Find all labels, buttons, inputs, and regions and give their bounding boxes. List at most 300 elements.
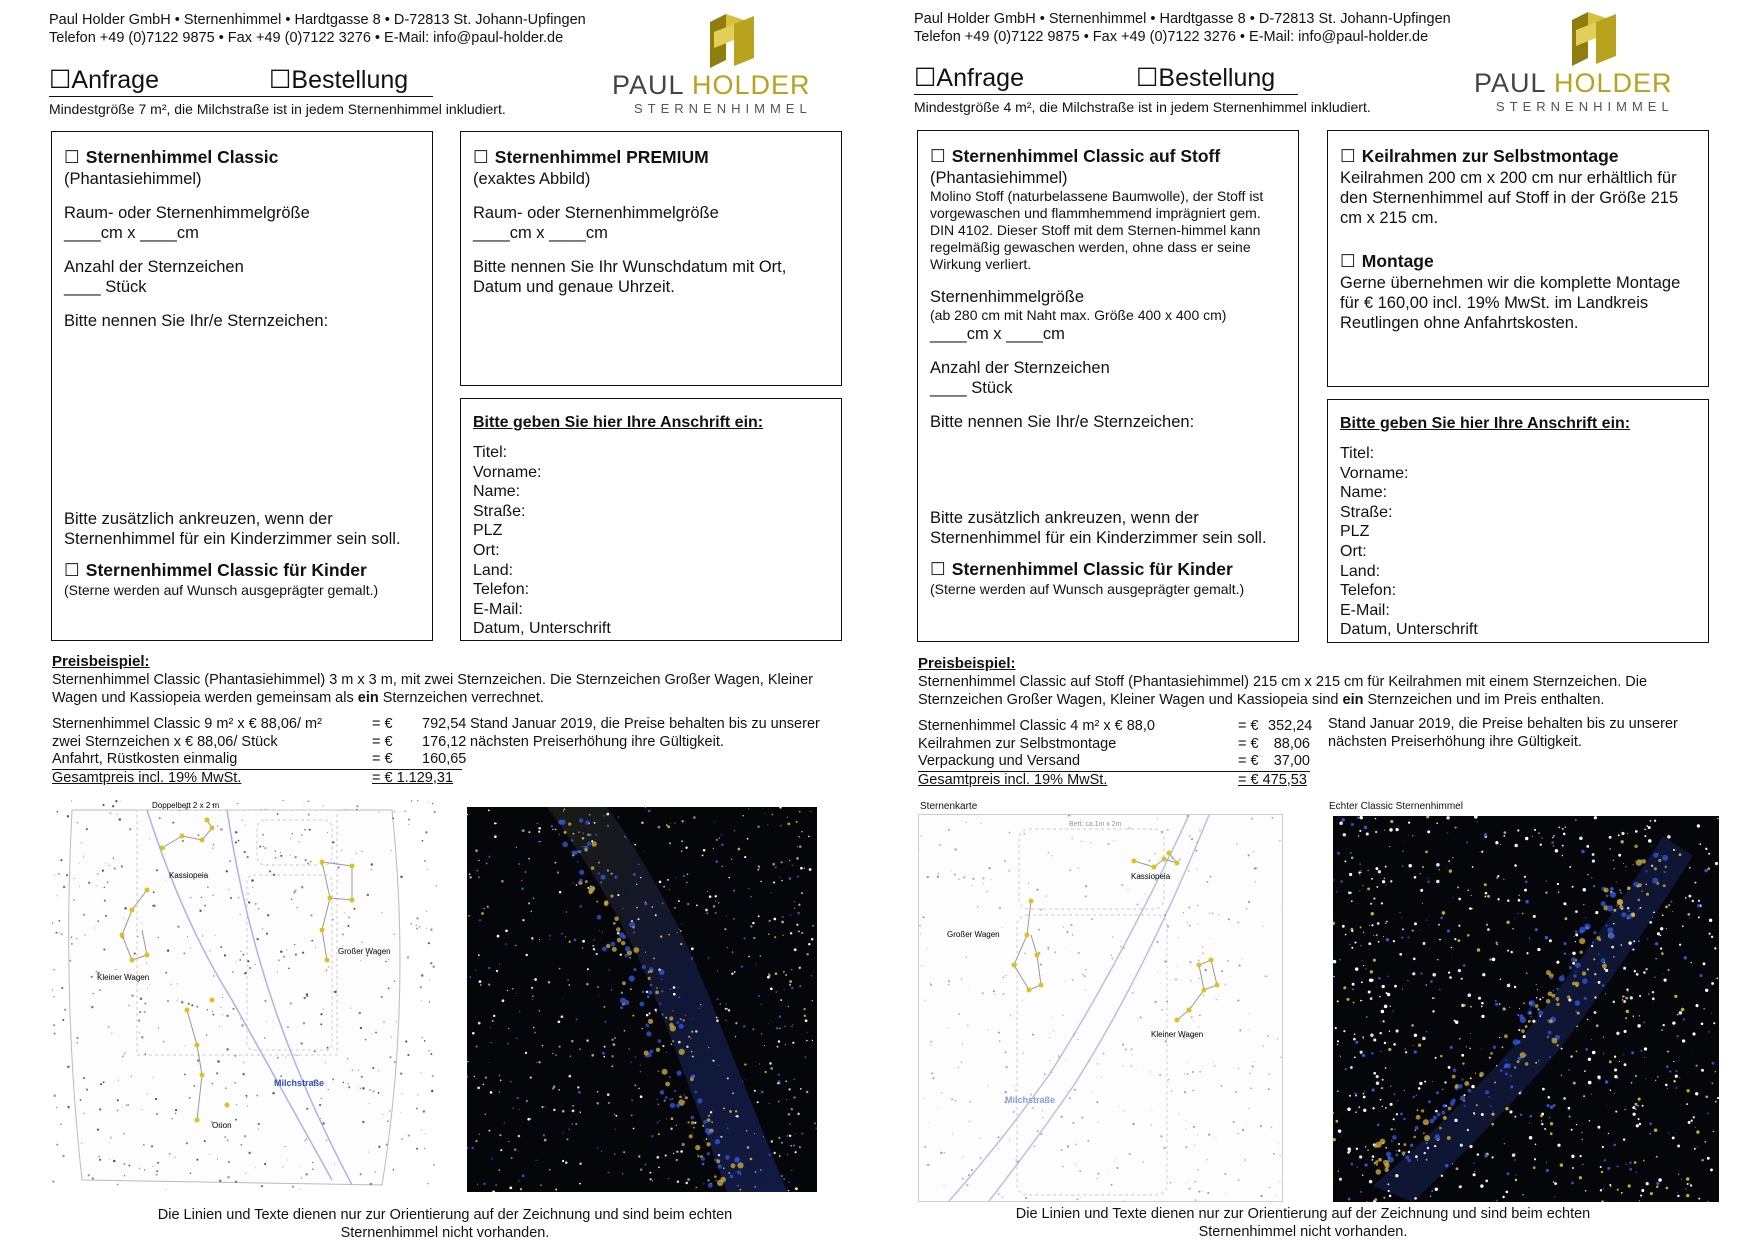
- star-dot: [1716, 977, 1718, 979]
- star-dot: [323, 805, 324, 806]
- star-dot: [816, 939, 817, 940]
- address-field-title[interactable]: Titel:: [1340, 444, 1696, 464]
- star-dot: [1271, 1127, 1273, 1129]
- star-dot: [123, 1054, 124, 1055]
- milkyway-cluster: [621, 941, 625, 945]
- star-dot: [205, 910, 206, 911]
- star-dot: [425, 831, 427, 833]
- star-dot: [788, 1113, 790, 1115]
- address-field-zip[interactable]: PLZ: [1340, 522, 1696, 542]
- star-dot: [304, 997, 306, 999]
- star-dot: [1627, 907, 1629, 909]
- star-dot: [145, 1053, 147, 1055]
- classic-count-blank[interactable]: ____ Stück: [64, 277, 420, 297]
- star-dot: [332, 1078, 334, 1080]
- star-dot: [1579, 837, 1583, 841]
- star-dot: [1199, 830, 1201, 832]
- checkbox-icon[interactable]: ☐: [930, 560, 952, 580]
- star-dot: [299, 1189, 300, 1190]
- milkyway-cluster: [1447, 1136, 1451, 1140]
- milkyway-cluster: [679, 1024, 684, 1029]
- address-field-signature[interactable]: Datum, Unterschrift: [473, 619, 829, 639]
- star-dot: [754, 1186, 756, 1188]
- bestellung-option[interactable]: ☐Bestellung: [269, 65, 408, 95]
- star-dot: [755, 964, 756, 965]
- milkyway-cluster: [1619, 905, 1623, 909]
- stoff-size-blank[interactable]: ____cm x ____cm: [930, 324, 1286, 344]
- star-dot: [1176, 966, 1177, 967]
- address-field-country[interactable]: Land:: [1340, 562, 1696, 582]
- premium-size-blank[interactable]: ____cm x ____cm: [473, 223, 829, 243]
- star-dot: [1051, 1071, 1053, 1073]
- star-dot: [1178, 937, 1179, 938]
- address-field-street[interactable]: Straße:: [473, 502, 829, 522]
- milkyway-cluster: [1493, 1046, 1496, 1049]
- star-dot: [432, 965, 435, 968]
- star-dot: [658, 1166, 660, 1168]
- star-dot: [1358, 1106, 1360, 1108]
- star-dot: [1617, 1165, 1619, 1167]
- star-dot: [1638, 1118, 1640, 1120]
- checkbox-icon[interactable]: ☐: [269, 65, 291, 94]
- address-field-zip[interactable]: PLZ: [473, 521, 829, 541]
- checkbox-icon[interactable]: ☐: [64, 148, 86, 168]
- star-dot: [789, 1135, 791, 1137]
- star-dot: [1568, 1107, 1571, 1110]
- star-dot: [1413, 1096, 1415, 1098]
- star-dot: [1382, 880, 1385, 883]
- star-dot: [1552, 837, 1553, 838]
- paul-holder-logo-icon: [1566, 8, 1622, 66]
- milkyway-cluster: [1430, 1119, 1435, 1124]
- star-dot: [1249, 1013, 1250, 1014]
- premium-title[interactable]: ☐ Sternenhimmel PREMIUM: [473, 146, 829, 169]
- star-dot: [1196, 841, 1198, 843]
- star-dot: [1463, 1004, 1466, 1007]
- star-dot: [502, 999, 505, 1002]
- star-dot: [69, 960, 71, 962]
- star-dot: [1509, 1110, 1512, 1113]
- star-dot: [1458, 939, 1461, 942]
- star-dot: [738, 848, 741, 851]
- star-dot: [1705, 989, 1708, 992]
- milkyway-cluster: [1525, 1062, 1529, 1066]
- star-dot: [365, 1039, 367, 1041]
- star-dot: [1550, 1132, 1553, 1135]
- star-dot: [633, 1128, 635, 1130]
- star-dot: [1279, 1155, 1280, 1156]
- star-dot: [95, 928, 96, 929]
- address-box: [460, 398, 842, 641]
- star-dot: [1089, 1060, 1091, 1062]
- milkyway-cluster: [1500, 1069, 1503, 1072]
- stoff-count-blank[interactable]: ____ Stück: [930, 378, 1286, 398]
- star-dot: [555, 1189, 557, 1191]
- star-dot: [1167, 925, 1169, 927]
- star-dot: [805, 1019, 808, 1022]
- star-dot: [1546, 1104, 1549, 1107]
- star-dot: [1179, 859, 1181, 861]
- star-dot: [1657, 1076, 1658, 1077]
- star-dot: [323, 1009, 324, 1010]
- star-dot: [799, 845, 801, 847]
- star-dot: [1609, 1184, 1611, 1186]
- star-dot: [1357, 817, 1359, 819]
- star-dot: [545, 1106, 546, 1107]
- star-dot: [1443, 1104, 1446, 1107]
- address-field-country[interactable]: Land:: [473, 561, 829, 581]
- star-dot: [1644, 829, 1646, 831]
- address-field-phone[interactable]: Telefon:: [473, 580, 829, 600]
- star-dot: [1524, 889, 1527, 892]
- star-dot: [1121, 941, 1122, 942]
- star-dot: [60, 859, 62, 861]
- star-dot: [1203, 994, 1204, 995]
- classic-zodiac-prompt[interactable]: Bitte nennen Sie Ihr/e Sternzeichen:: [64, 311, 420, 331]
- star-dot: [1491, 1113, 1494, 1116]
- star-dot: [920, 933, 921, 934]
- milkyway-cluster: [1579, 938, 1585, 944]
- star-dot: [582, 947, 584, 949]
- star-dot: [980, 1157, 982, 1159]
- milkyway-cluster: [1621, 912, 1626, 917]
- star-dot: [1061, 1116, 1063, 1118]
- star-dot: [656, 1156, 659, 1159]
- star-dot: [1236, 843, 1238, 845]
- star-dot: [1633, 1015, 1634, 1016]
- checkbox-icon[interactable]: ☐: [1340, 147, 1362, 167]
- star-dot: [1575, 1011, 1577, 1013]
- star-dot: [369, 1184, 370, 1185]
- star-dot: [1701, 1069, 1704, 1072]
- star-dot: [1376, 1081, 1379, 1084]
- star-dot: [1525, 900, 1529, 904]
- star-dot: [401, 1138, 403, 1140]
- star-dot: [1715, 1100, 1717, 1102]
- star-dot: [240, 1144, 242, 1146]
- star-dot: [1503, 879, 1504, 880]
- star-dot: [488, 809, 490, 811]
- address-field-title[interactable]: Titel:: [473, 443, 829, 463]
- star-dot: [307, 862, 309, 864]
- star-dot: [103, 1081, 105, 1083]
- star-dot: [1343, 986, 1346, 989]
- star-dot: [1418, 1087, 1421, 1090]
- star-dot: [1108, 1171, 1109, 1172]
- milkyway-cluster: [1458, 1084, 1463, 1089]
- star-dot: [710, 1111, 712, 1113]
- checkbox-icon[interactable]: ☐: [1340, 252, 1362, 272]
- star-dot: [642, 1028, 643, 1029]
- milkyway-cluster: [1395, 1153, 1398, 1156]
- star-dot: [310, 914, 312, 916]
- star-dot: [788, 1182, 789, 1183]
- address-field-city[interactable]: Ort:: [1340, 542, 1696, 562]
- star-dot: [430, 1053, 432, 1055]
- star-dot: [260, 809, 261, 810]
- star-dot: [419, 926, 421, 928]
- milkyway-cluster: [1607, 905, 1613, 911]
- star-dot: [930, 1041, 932, 1043]
- star-dot: [1400, 1113, 1403, 1116]
- star-dot: [603, 815, 605, 817]
- stoff-kids-title[interactable]: ☐ Sternenhimmel Classic für Kinder: [930, 558, 1286, 581]
- star-dot: [492, 1191, 495, 1192]
- star-dot: [1575, 819, 1576, 820]
- star-dot: [1519, 1092, 1521, 1094]
- star-dot: [421, 1072, 422, 1073]
- star-dot: [1587, 1019, 1588, 1020]
- milkyway-cluster: [1604, 888, 1609, 893]
- milkyway-cluster: [685, 1096, 688, 1099]
- star-dot: [1419, 1082, 1422, 1085]
- star-dot: [1414, 922, 1417, 925]
- star-dot: [404, 810, 405, 811]
- star-dot: [301, 1042, 303, 1044]
- checkbox-icon[interactable]: ☐: [473, 148, 495, 168]
- premium-date-note[interactable]: Bitte nennen Sie Ihr Wunschdatum mit Ort, Datum und genaue Uhrzeit.: [473, 257, 829, 297]
- star-dot: [742, 1081, 743, 1082]
- star-dot: [83, 1077, 85, 1079]
- star-dot: [385, 961, 387, 963]
- star-dot: [305, 1173, 307, 1175]
- star-dot: [504, 1123, 505, 1124]
- star-dot: [1504, 1143, 1505, 1144]
- classic-size-blank[interactable]: ____cm x ____cm: [64, 223, 420, 243]
- star-dot: [799, 1146, 801, 1148]
- star-dot: [1072, 934, 1073, 935]
- star-dot: [808, 836, 810, 838]
- checkbox-icon[interactable]: ☐: [1136, 63, 1158, 92]
- star-dot: [1686, 1194, 1689, 1197]
- star-dot: [674, 823, 675, 824]
- star-dot: [562, 1160, 564, 1162]
- star-dot: [611, 989, 612, 990]
- star-dot: [141, 1109, 142, 1110]
- star-dot: [123, 1163, 125, 1165]
- star-dot: [1138, 1019, 1139, 1020]
- star-dot: [144, 1011, 146, 1013]
- stoff-title[interactable]: ☐ Sternenhimmel Classic auf Stoff: [930, 145, 1286, 168]
- star-dot: [575, 1123, 577, 1125]
- star-dot: [379, 812, 380, 813]
- star-dot: [951, 871, 952, 872]
- star-dot: [1280, 909, 1281, 910]
- star-dot: [238, 897, 240, 899]
- milkyway-cluster: [1424, 1135, 1430, 1141]
- star-dot: [1628, 941, 1631, 944]
- star-dot: [1696, 1130, 1699, 1133]
- milkyway-cluster: [662, 1069, 668, 1075]
- star-dot: [1452, 1163, 1453, 1164]
- star-dot: [1495, 1003, 1498, 1006]
- milkyway-cluster: [1593, 931, 1596, 934]
- star-dot: [1474, 1171, 1475, 1172]
- star-dot: [1518, 895, 1519, 896]
- star-dot: [1408, 1151, 1410, 1153]
- anfrage-option[interactable]: ☐Anfrage: [914, 63, 1136, 93]
- star-dot: [479, 980, 482, 983]
- star-dot: [757, 826, 759, 828]
- star-dot: [1514, 986, 1516, 988]
- star-dot: [760, 955, 761, 956]
- star-dot: [1525, 881, 1528, 884]
- star-dot: [66, 874, 68, 876]
- star-dot: [1610, 887, 1614, 891]
- star-dot: [632, 1015, 634, 1017]
- star-dot: [1333, 976, 1334, 977]
- star-dot: [1534, 829, 1536, 831]
- address-field-name[interactable]: Name:: [473, 482, 829, 502]
- star-dot: [801, 932, 803, 934]
- address-field-city[interactable]: Ort:: [473, 541, 829, 561]
- star-dot: [536, 1160, 537, 1161]
- star-dot: [567, 979, 568, 980]
- star-dot: [1051, 855, 1052, 856]
- classic-title[interactable]: ☐ Sternenhimmel Classic: [64, 146, 420, 169]
- star-dot: [1372, 1159, 1374, 1161]
- star-dot: [510, 1081, 511, 1082]
- star-dot: [543, 1134, 545, 1136]
- star-dot: [1656, 1156, 1658, 1158]
- address-field-email[interactable]: E-Mail:: [1340, 601, 1696, 621]
- milkyway-cluster: [1548, 992, 1553, 997]
- star-dot: [613, 1043, 616, 1046]
- star-dot: [1541, 1123, 1543, 1125]
- star-dot: [680, 1150, 683, 1153]
- star-dot: [1020, 940, 1021, 941]
- star-dot: [1535, 1062, 1537, 1064]
- star-dot: [713, 905, 716, 908]
- milkyway-cluster: [1452, 1075, 1456, 1079]
- address-field-phone[interactable]: Telefon:: [1340, 581, 1696, 601]
- star-dot: [1520, 1114, 1522, 1116]
- star-dot: [1519, 1008, 1520, 1009]
- star-dot: [1556, 961, 1559, 964]
- address-field-email[interactable]: E-Mail:: [473, 600, 829, 620]
- classic-kids-title[interactable]: ☐ Sternenhimmel Classic für Kinder: [64, 559, 420, 582]
- star-dot: [800, 867, 803, 870]
- address-field-signature[interactable]: Datum, Unterschrift: [1340, 620, 1696, 640]
- star-dot: [558, 1089, 560, 1091]
- star-dot: [416, 927, 418, 929]
- star-dot: [921, 835, 922, 836]
- star-dot: [1396, 1150, 1397, 1151]
- star-dot: [808, 943, 810, 945]
- star-dot: [660, 935, 662, 937]
- star-dot: [1481, 851, 1483, 853]
- milkyway-cluster: [1523, 1002, 1525, 1004]
- address-field-name[interactable]: Name:: [1340, 483, 1696, 503]
- star-dot: [983, 883, 984, 884]
- star-dot: [507, 990, 508, 991]
- star-dot: [778, 1137, 780, 1139]
- star-dot: [97, 873, 98, 874]
- star-dot: [470, 976, 472, 978]
- star-dot: [131, 994, 134, 997]
- star-dot: [1096, 1101, 1098, 1103]
- star-dot: [670, 989, 672, 991]
- star-dot: [661, 990, 663, 992]
- star-dot: [490, 1027, 491, 1028]
- star-dot: [748, 808, 749, 809]
- milkyway-cluster: [1656, 882, 1659, 885]
- address-field-firstname[interactable]: Vorname:: [1340, 464, 1696, 484]
- star-dot: [598, 995, 599, 996]
- star-dot: [758, 865, 760, 867]
- address-field-firstname[interactable]: Vorname:: [473, 463, 829, 483]
- star-dot: [468, 915, 470, 917]
- star-dot: [1579, 1176, 1582, 1179]
- star-dot: [219, 1026, 220, 1027]
- star-dot: [1571, 1129, 1573, 1131]
- milkyway-cluster: [717, 1180, 723, 1186]
- star-dot: [153, 1077, 154, 1078]
- star-dot: [67, 1066, 70, 1069]
- milkyway-cluster: [707, 1118, 711, 1122]
- star-dot: [348, 916, 350, 918]
- star-dot: [562, 998, 563, 999]
- stoff-zodiac-prompt[interactable]: Bitte nennen Sie Ihr/e Sternzeichen:: [930, 412, 1286, 432]
- milkyway-cluster: [622, 981, 626, 985]
- star-dot: [1689, 917, 1690, 918]
- milkyway-cluster: [1375, 1160, 1378, 1163]
- star-dot: [1420, 889, 1423, 892]
- star-dot: [669, 842, 671, 844]
- star-dot: [1124, 1111, 1125, 1112]
- star-dot: [1668, 904, 1670, 906]
- star-dot: [806, 1091, 808, 1093]
- milkyway-cluster: [665, 1096, 668, 1099]
- star-dot: [1379, 1032, 1381, 1034]
- checkbox-icon[interactable]: ☐: [930, 147, 952, 167]
- milkyway-cluster: [646, 1031, 651, 1036]
- star-dot: [1536, 984, 1537, 985]
- frame-title[interactable]: ☐ Keilrahmen zur Selbstmontage: [1340, 145, 1696, 168]
- star-dot: [105, 915, 107, 917]
- star-dot: [1641, 890, 1642, 891]
- star-dot: [562, 1132, 563, 1133]
- star-dot: [1190, 980, 1192, 982]
- star-dot: [624, 1030, 626, 1032]
- star-dot: [674, 907, 676, 909]
- star-dot: [782, 935, 783, 936]
- star-dot: [1277, 1038, 1278, 1039]
- star-dot: [1709, 919, 1712, 922]
- address-field-street[interactable]: Straße:: [1340, 503, 1696, 523]
- bestellung-option[interactable]: ☐Bestellung: [1136, 63, 1275, 93]
- milkyway-cluster: [1606, 894, 1609, 897]
- star-dot: [790, 914, 791, 915]
- star-dot: [99, 1159, 101, 1161]
- star-dot: [538, 841, 540, 843]
- checkbox-icon[interactable]: ☐: [49, 65, 71, 94]
- star-dot: [159, 817, 161, 819]
- star-dot: [217, 1060, 220, 1063]
- star-dot: [1430, 980, 1433, 983]
- paul-holder-logo-icon: [704, 10, 760, 68]
- checkbox-icon[interactable]: ☐: [914, 63, 936, 92]
- star-dot: [1637, 1024, 1640, 1027]
- milkyway-cluster: [633, 947, 639, 953]
- star-dot: [666, 1118, 667, 1119]
- anfrage-option[interactable]: ☐Anfrage: [49, 65, 269, 95]
- checkbox-icon[interactable]: ☐: [64, 561, 86, 581]
- montage-title[interactable]: ☐ Montage: [1340, 250, 1696, 273]
- star-dot: [508, 1141, 509, 1142]
- star-dot: [533, 1027, 534, 1028]
- star-dot: [1636, 1124, 1639, 1127]
